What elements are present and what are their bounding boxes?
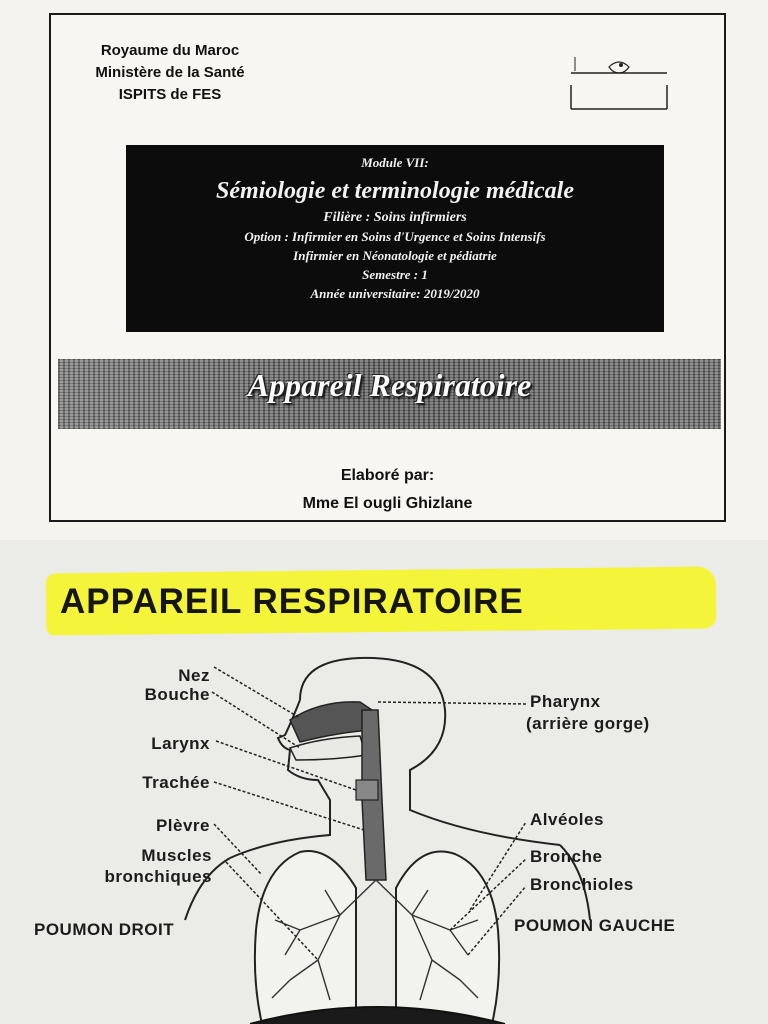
module-filiere: Filière : Soins infirmiers: [323, 210, 467, 225]
label-bronchioles: Bronchioles: [530, 875, 634, 894]
cover-frame: [49, 13, 726, 522]
label-bronche: Bronche: [530, 847, 603, 866]
module-option: Option : Infirmier en Soins d'Urgence et Soins Intensifs: [244, 229, 546, 244]
module-semestre: Semestre : 1: [362, 267, 428, 282]
module-annee: Année universitaire: 2019/2020: [310, 286, 480, 301]
ministry-seal-icon: [569, 55, 669, 111]
section-title: APPAREIL RESPIRATOIRE: [60, 582, 524, 621]
diagram-page: [0, 540, 768, 1024]
label-bouche: Bouche: [144, 685, 210, 704]
label-muscles: Muscles: [141, 846, 212, 865]
label-pharynx: Pharynx: [530, 692, 601, 711]
label-bronchiques: bronchiques: [104, 867, 212, 886]
module-label: Module VII:: [361, 155, 429, 170]
banner-title: Appareil Respiratoire: [247, 367, 532, 403]
institution-line-3: ISPITS de FES: [118, 86, 222, 103]
label-arriere-gorge: (arrière gorge): [526, 714, 650, 733]
institution-line-2: Ministère de la Santé: [95, 64, 245, 81]
label-poumon-droit: POUMON DROIT: [34, 920, 175, 939]
institution-line-1: Royaume du Maroc: [100, 42, 240, 59]
author-name: Mme El ougli Ghizlane: [302, 495, 473, 512]
label-alveoles: Alvéoles: [530, 810, 604, 829]
respiratory-diagram: [0, 630, 768, 1024]
label-trachee: Trachée: [142, 773, 210, 792]
label-poumon-gauche: POUMON GAUCHE: [514, 916, 676, 935]
author-label: Elaboré par:: [340, 467, 435, 484]
label-plevre: Plèvre: [155, 816, 210, 835]
module-title: Sémiologie et terminologie médicale: [216, 178, 574, 204]
label-nez: Nez: [178, 666, 210, 685]
title-banner: [58, 359, 721, 429]
institution-header: [85, 40, 255, 106]
label-larynx: Larynx: [151, 734, 210, 753]
module-option-2: Infirmier en Néonatologie et pédiatrie: [293, 248, 497, 263]
module-info-box: [126, 145, 664, 332]
